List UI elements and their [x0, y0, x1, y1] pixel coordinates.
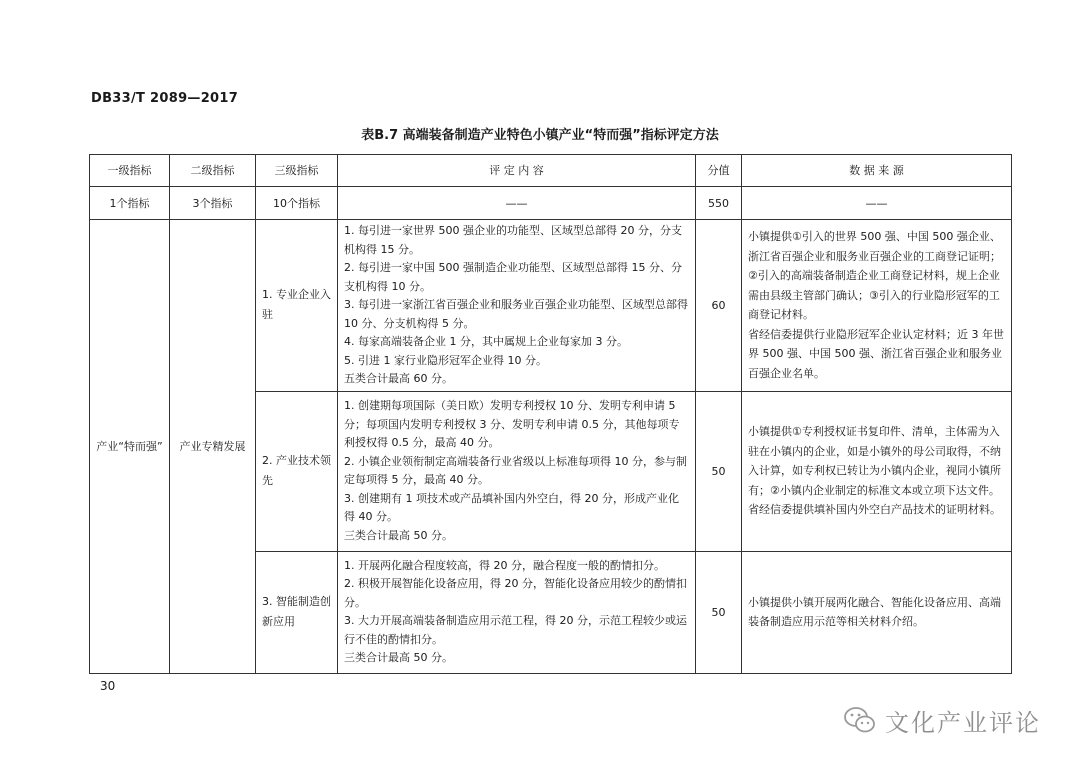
score-cell: 60: [696, 220, 742, 392]
content-line: 1. 创建期每项国际（美日欧）发明专利授权 10 分、发明专利申请 5 分；每项国内发明专利授权 3 分、发明专利申请 0.5 分，其他每项专利授权得 0.5 分，最高 40 分。: [344, 399, 680, 449]
source-line: 小镇提供①引入的世界 500 强、中国 500 强企业、浙江省百强企业和服务业百强企业的工商登记证明；②引入的高端装备制造企业工商登记材料，规上企业需由县级主管部门确认；③引入的行业隐形冠军的工商登记材料。: [748, 230, 1001, 322]
content-line: 5. 引进 1 家行业隐形冠军企业得 10 分。: [344, 353, 547, 367]
watermark: [843, 702, 1041, 738]
level3-indicator: 3. 智能制造创新应用: [256, 551, 338, 673]
summary-cell: ——: [338, 187, 696, 220]
summary-cell: 10个指标: [256, 187, 338, 220]
content-line: 1. 每引进一家世界 500 强企业的功能型、区域型总部得 20 分，分支机构得 15 分。: [344, 224, 682, 256]
header-level2: 二级指标: [170, 155, 256, 187]
content-line: 2. 积极开展智能化设备应用，得 20 分，智能化设备应用较少的酌情扣分。: [344, 577, 687, 609]
score-cell: 50: [696, 391, 742, 551]
level3-indicator: 1. 专业企业入驻: [256, 220, 338, 392]
data-source: [742, 391, 1012, 551]
evaluation-content: [338, 391, 696, 551]
source-line: 小镇提供①专利授权证书复印件、清单，主体需为入驻在小镇内的企业，如是小镇外的母公司取得，不纳入计算，如专利权已转让为小镇内企业，视同小镇所有；②小镇内企业制定的标准文本或立项下达文件。: [748, 425, 1001, 497]
standard-code: DB33/T 2089—2017: [91, 91, 239, 106]
content-line: 2. 每引进一家中国 500 强制造企业功能型、区域型总部得 15 分、分支机构得 10 分。: [344, 261, 682, 293]
header-content: 评 定 内 容: [338, 155, 696, 187]
summary-cell: 3个指标: [170, 187, 256, 220]
content-line: 三类合计最高 50 分。: [344, 528, 453, 542]
content-line: 3. 大力开展高端装备制造应用示范工程，得 20 分，示范工程较少或运行不佳的酌情扣分。: [344, 614, 687, 646]
evaluation-content: [338, 220, 696, 392]
content-line: 4. 每家高端装备企业 1 分，其中属规上企业每家加 3 分。: [344, 335, 628, 348]
summary-row: [90, 187, 1012, 220]
level3-indicator: 2. 产业技术领先: [256, 391, 338, 551]
header-score: 分值: [696, 155, 742, 187]
header-level3: 三级指标: [256, 155, 338, 187]
watermark-text: 文化产业评论: [885, 708, 1041, 737]
score-cell: 50: [696, 551, 742, 673]
summary-cell: 1个指标: [90, 187, 170, 220]
wechat-icon: [843, 703, 877, 737]
summary-cell: 550: [696, 187, 742, 220]
content-line: 1. 开展两化融合程度较高，得 20 分，融合程度一般的酌情扣分。: [344, 558, 665, 572]
header-source: 数 据 来 源: [742, 155, 1012, 187]
evaluation-table: [89, 154, 1012, 674]
table-header-row: [90, 155, 1012, 187]
table-row: [90, 220, 1012, 392]
summary-cell: ——: [742, 187, 1012, 220]
data-source: [742, 551, 1012, 673]
content-line: 五类合计最高 60 分。: [344, 372, 453, 385]
table-title: 表B.7 高端装备制造产业特色小镇产业“特而强”指标评定方法: [361, 128, 719, 143]
content-line: 3. 每引进一家浙江省百强企业和服务业百强企业功能型、区域型总部得 10 分、分支机构得 5 分。: [344, 298, 688, 330]
source-line: 省经信委提供行业隐形冠军企业认定材料；近 3 年世界 500 强、中国 500 强、浙江省百强企业和服务业百强企业名单。: [748, 327, 1004, 380]
level2-indicator: 产业专精发展: [170, 220, 256, 674]
level1-indicator: 产业“特而强”: [90, 220, 170, 674]
content-line: 2. 小镇企业领衔制定高端装备行业省级以上标准每项得 10 分，参与制定每项得 5 分，最高 40 分。: [344, 454, 687, 486]
data-source: [742, 220, 1012, 392]
header-level1: 一级指标: [90, 155, 170, 187]
page-number: 30: [100, 679, 116, 693]
evaluation-content: [338, 551, 696, 673]
content-line: 3. 创建期有 1 项技术或产品填补国内外空白，得 20 分，形成产业化得 40 分。: [344, 491, 679, 523]
source-line: 省经信委提供填补国内外空白产品技术的证明材料。: [748, 503, 1001, 517]
source-line: 小镇提供小镇开展两化融合、智能化设备应用、高端装备制造应用示范等相关材料介绍。: [748, 595, 1001, 628]
content-line: 三类合计最高 50 分。: [344, 651, 453, 664]
